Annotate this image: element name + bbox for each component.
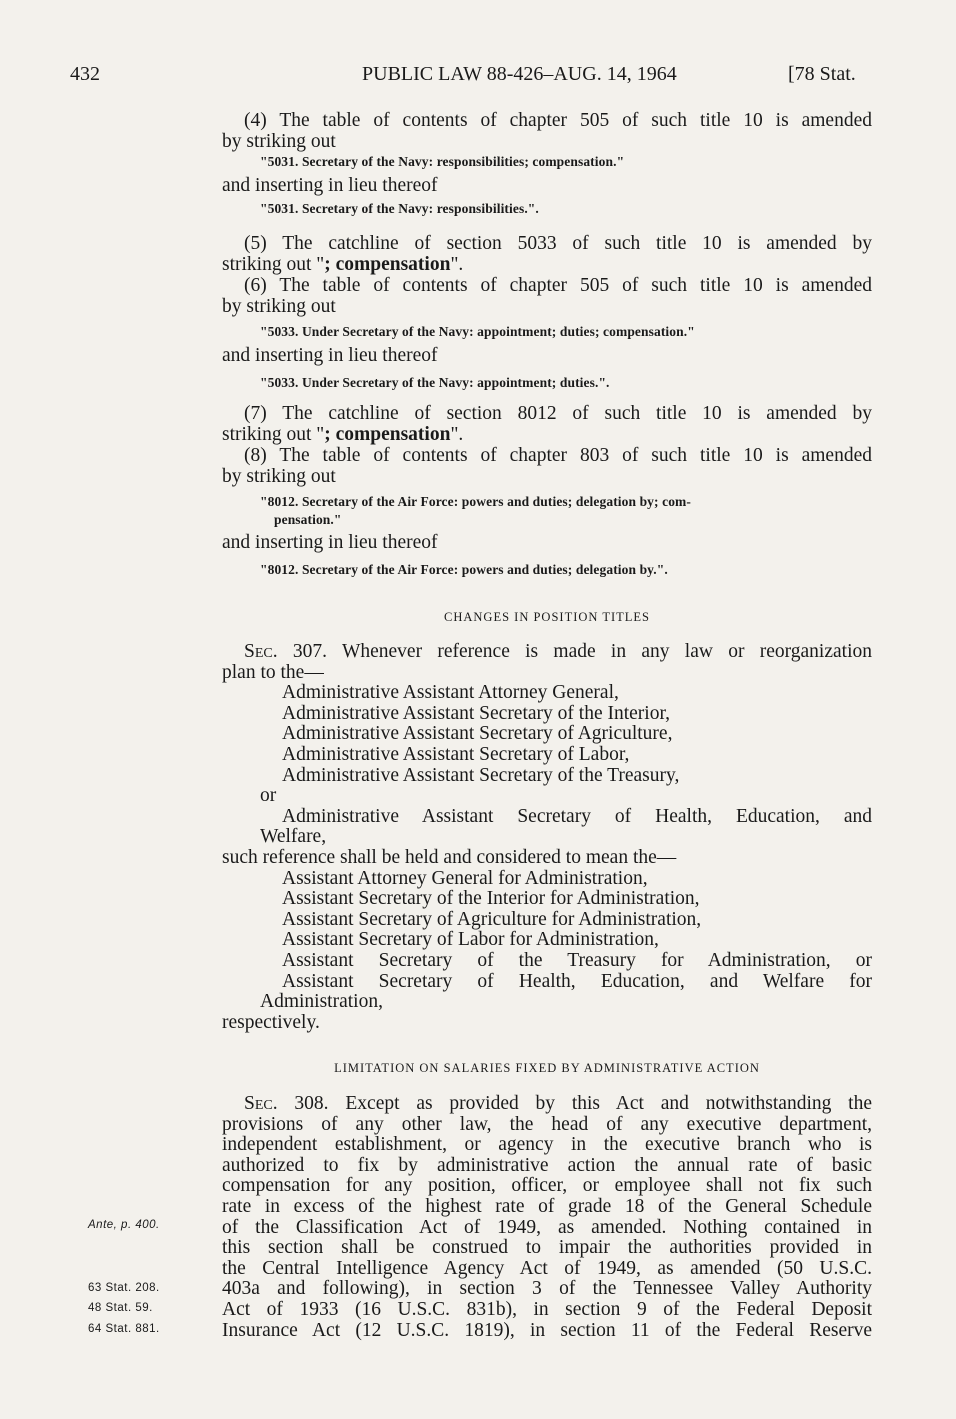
title-item: Administrative Assistant Secretary of the Interior,	[282, 702, 671, 724]
text-line: compensation for any position, officer, or employee shall not fix such	[222, 1175, 872, 1197]
text-line: ".	[450, 253, 464, 275]
title-item: Administration,	[260, 991, 383, 1013]
section-heading: LIMITATION ON SALARIES FIXED BY ADMINISTRATIVE ACTION	[334, 1061, 760, 1075]
text-line: such reference shall be held and considered to mean the—	[222, 846, 677, 868]
title-item: Administrative Assistant Secretary of Health, Education, and	[282, 805, 872, 827]
text-line: by striking out	[222, 295, 336, 317]
text-line: of the Classification Act of 1949, as amended. Nothing contained in	[222, 1216, 872, 1238]
text-line: and inserting in lieu thereof	[222, 532, 438, 554]
text-line: (5) The catchline of section 5033 of such title 10 is amended by	[244, 233, 872, 254]
text-line: (6) The table of contents of chapter 505 of such title 10 is amended	[244, 275, 872, 296]
quoted-text: "5031. Secretary of the Navy: responsibilities.".	[260, 200, 539, 216]
text-line: provisions of any other law, the head of any executive department,	[222, 1113, 872, 1135]
text-line: striking out "	[222, 423, 325, 445]
title-item: Assistant Secretary of Agriculture for Administration,	[282, 908, 702, 930]
quoted-text: pensation."	[274, 512, 342, 528]
volume-label: [78 Stat.	[788, 63, 856, 85]
title-item: Assistant Secretary of the Treasury for Administration, or	[282, 949, 872, 971]
text-line: (7) The catchline of section 8012 of such title 10 is amended by	[244, 403, 872, 424]
section-heading: CHANGES IN POSITION TITLES	[444, 610, 650, 624]
title-item: Administrative Assistant Secretary of Agriculture,	[282, 723, 673, 745]
title-item: Administrative Assistant Attorney General,	[282, 682, 619, 704]
running-title: PUBLIC LAW 88-426–AUG. 14, 1964	[362, 63, 677, 85]
title-item: Assistant Secretary of Health, Education, and Welfare for	[282, 970, 872, 992]
text-line: Act of 1933 (16 U.S.C. 831b), in section 9 of the Federal Deposit	[222, 1298, 872, 1320]
section-label: Sec. 308.	[244, 1093, 329, 1114]
text-line: by striking out	[222, 130, 336, 152]
title-item: Assistant Secretary of the Interior for Administration,	[282, 888, 700, 910]
text-line: 403a and following), in section 3 of the Tennessee Valley Authority	[222, 1278, 872, 1300]
quoted-text: "8012. Secretary of the Air Force: powers and duties; delegation by.".	[260, 561, 668, 577]
text-line: Whenever reference is made in any law or reorganization	[341, 641, 872, 662]
margin-note: 63 Stat. 208.	[88, 1282, 160, 1294]
text-line: rate in excess of the highest rate of grade 18 of the General Schedule	[222, 1195, 872, 1217]
section-label: Sec. 307.	[244, 641, 328, 662]
text-line: independent establishment, or agency in the executive branch who is	[222, 1134, 872, 1156]
title-item: Administrative Assistant Secretary of the Treasury,	[282, 764, 680, 786]
paragraph-8	[222, 446, 872, 580]
margin-note: 48 Stat. 59.	[88, 1302, 153, 1314]
text-line: or	[260, 785, 277, 807]
title-item: Welfare,	[260, 826, 327, 848]
text-line: this section shall be construed to impair the authorities provided in	[222, 1237, 872, 1259]
title-item: Assistant Secretary of Labor for Administration,	[282, 929, 659, 951]
bold-text: ; compensation	[324, 253, 451, 275]
bold-text: ; compensation	[324, 423, 451, 445]
text-line: respectively.	[222, 1011, 320, 1033]
text-line: striking out "	[222, 253, 325, 275]
section-307	[222, 642, 872, 1033]
text-line: the Central Intelligence Agency Act of 1949, as amended (50 U.S.C.	[222, 1257, 872, 1279]
text-line: (4) The table of contents of chapter 505 of such title 10 is amended	[244, 110, 872, 131]
text-line: authorized to fix by administrative action the annual rate of basic	[222, 1154, 872, 1176]
text-line: by striking out	[222, 465, 336, 487]
quoted-text: "5033. Under Secretary of the Navy: appointment; duties; compensation."	[260, 324, 695, 340]
paragraph-7	[222, 404, 872, 445]
margin-note: Ante, p. 400.	[88, 1219, 160, 1231]
text-line: Except as provided by this Act and notwithstanding the	[345, 1093, 872, 1114]
section-308	[222, 1094, 872, 1341]
margin-note: 64 Stat. 881.	[88, 1323, 160, 1335]
text-line: (8) The table of contents of chapter 803 of such title 10 is amended	[244, 445, 872, 466]
page-number: 432	[70, 63, 100, 85]
title-item: Assistant Attorney General for Administration,	[282, 867, 648, 889]
text-line: and inserting in lieu thereof	[222, 175, 438, 197]
quoted-text: "8012. Secretary of the Air Force: powers and duties; delegation by; com-	[260, 494, 691, 510]
paragraph-4	[222, 111, 872, 219]
text-line: and inserting in lieu thereof	[222, 345, 438, 367]
text-line: Insurance Act (12 U.S.C. 1819), in section 11 of the Federal Reserve	[222, 1319, 872, 1341]
paragraph-6	[222, 276, 872, 393]
quoted-text: "5031. Secretary of the Navy: responsibilities; compensation."	[260, 154, 625, 170]
paragraph-5	[222, 234, 872, 275]
quoted-text: "5033. Under Secretary of the Navy: appointment; duties.".	[260, 374, 610, 390]
text-line: plan to the—	[222, 661, 324, 683]
title-item: Administrative Assistant Secretary of Labor,	[282, 743, 630, 765]
text-line: ".	[450, 423, 464, 445]
